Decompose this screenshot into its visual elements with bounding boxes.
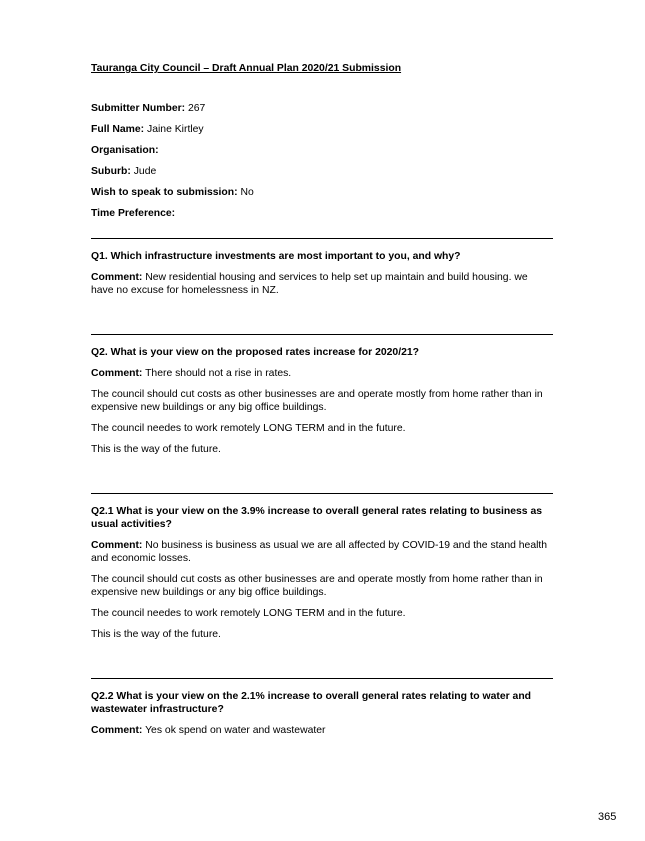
field-organisation [91, 145, 159, 156]
field-wish-to-speak [91, 187, 254, 198]
question-q2-1: Q2.1 What is your view on the 3.9% increase to overall general rates relating to business as usual activities? [91, 506, 542, 530]
question-q2-2: Q2.2 What is your view on the 2.1% increase to overall general rates relating to water and wastewater infrastructure? [91, 691, 532, 715]
paragraph: This is the way of the future. [91, 629, 221, 640]
field-value: Jaine Kirtley [144, 124, 204, 135]
field-full-name [91, 124, 204, 135]
comment-text: There should not a rise in rates. [142, 368, 292, 379]
field-value: No [237, 187, 254, 198]
field-label: Time Preference: [91, 208, 176, 219]
section-divider [91, 334, 553, 335]
comment-q1 [91, 271, 553, 297]
comment-label: Comment: [91, 272, 143, 283]
comment-label: Comment: [91, 368, 143, 379]
document-title: Tauranga City Council – Draft Annual Plan 2020/21 Submission [91, 63, 402, 74]
section-divider [91, 493, 553, 494]
paragraph: The council should cut costs as other businesses are and operate mostly from home rather than in expensive new buildings or any big office buildings. [91, 389, 543, 413]
comment-text: Yes ok spend on water and wastewater [142, 725, 326, 736]
comment-q2 [91, 367, 553, 380]
field-label: Wish to speak to submission: [91, 187, 238, 198]
question-q1: Q1. Which infrastructure investments are most important to you, and why? [91, 251, 461, 262]
comment-label: Comment: [91, 725, 143, 736]
comment-label: Comment: [91, 540, 143, 551]
page-number: 365 [598, 811, 617, 823]
paragraph: This is the way of the future. [91, 444, 221, 455]
comment-text: New residential housing and services to help set up maintain and build housing. we have no excuse for homelessness in NZ. [91, 272, 528, 296]
question-q2: Q2. What is your view on the proposed rates increase for 2020/21? [91, 347, 419, 358]
comment-text: No business is business as usual we are all affected by COVID-19 and the stand health and economic losses. [91, 540, 548, 564]
field-suburb [91, 166, 156, 177]
paragraph: The council needes to work remotely LONG TERM and in the future. [91, 423, 406, 434]
paragraph: The council should cut costs as other businesses are and operate mostly from home rather than in expensive new buildings or any big office buildings. [91, 574, 543, 598]
section-divider [91, 678, 553, 679]
section-divider [91, 238, 553, 239]
field-label: Organisation: [91, 145, 159, 156]
comment-q2-2 [91, 724, 553, 737]
field-label: Submitter Number: [91, 103, 186, 114]
field-submitter-number [91, 103, 205, 114]
field-label: Suburb: [91, 166, 131, 177]
field-value: Jude [130, 166, 157, 177]
comment-q2-1 [91, 539, 553, 565]
paragraph: The council needes to work remotely LONG TERM and in the future. [91, 608, 406, 619]
field-time-preference [91, 208, 175, 219]
field-label: Full Name: [91, 124, 145, 135]
field-value: 267 [185, 103, 206, 114]
